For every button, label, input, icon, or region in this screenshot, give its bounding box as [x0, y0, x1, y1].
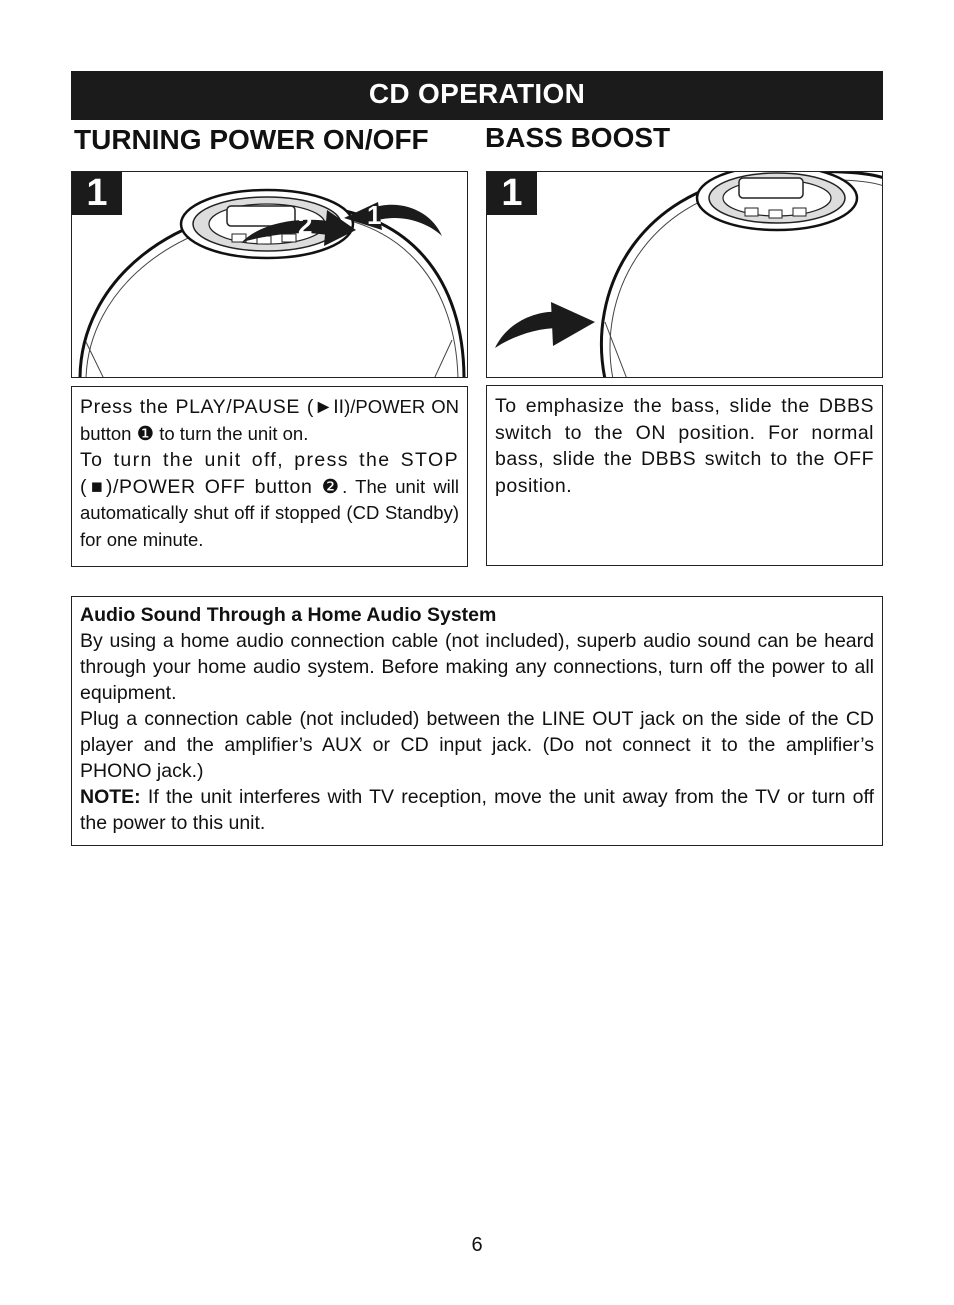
- text: Press the PLAY/PAUSE (: [80, 396, 314, 418]
- text: to turn the unit on.: [154, 422, 309, 444]
- callout-1-label: 1: [367, 200, 382, 230]
- note-text: If the unit interferes with TV reception, move the unit away from the TV or turn off the power to this unit.: [80, 786, 874, 834]
- audio-heading: Audio Sound Through a Home Audio System: [80, 604, 497, 626]
- text: . The unit will automatically shut off if stopped (CD Standby) for one minute.: [80, 475, 460, 550]
- bass-boost-title: BASS BOOST: [485, 122, 671, 153]
- bass-boost-illustration: [486, 171, 883, 378]
- text: )/POWER OFF button: [105, 475, 322, 498]
- power-illustration: [71, 171, 468, 378]
- turning-power-title: TURNING POWER ON/OFF: [74, 124, 429, 155]
- play-pause-symbol: ►II: [313, 396, 345, 418]
- cd-player-top-drawing: [72, 172, 468, 378]
- power-off-paragraph: [80, 447, 459, 553]
- audio-paragraph-2: Plug a connection cable (not included) between the LINE OUT jack on the side of the CD player and the amplifier’s AUX or CD input jack. (Do not connect it to the amplifier’s PHONO jack.): [80, 708, 874, 782]
- power-instructions: [71, 386, 468, 567]
- section-banner: CD OPERATION: [71, 71, 883, 120]
- bass-boost-paragraph: To emphasize the bass, slide the DBBS switch to the ON position. For normal bass, slide the DBBS switch to the OFF position.: [495, 395, 874, 497]
- step-number-badge: 1: [72, 172, 122, 215]
- cd-player-side-drawing: [487, 172, 883, 378]
- step-number-badge: 1: [487, 172, 537, 215]
- page-number: 6: [471, 1234, 483, 1256]
- stop-symbol: ■: [87, 475, 106, 498]
- power-on-paragraph: [80, 394, 459, 447]
- marker-2: ❷: [321, 475, 343, 498]
- note-label: NOTE:: [80, 786, 141, 808]
- audio-paragraph-1: By using a home audio connection cable (not included), superb audio sound can be heard through your home audio system. Before making any connections, turn off the power to all equipment.: [80, 630, 874, 704]
- marker-1: ❶: [136, 422, 155, 445]
- text: To turn the unit off, press the STOP (: [80, 449, 459, 498]
- text: )/POWER ON button: [80, 396, 459, 444]
- audio-system-box: [71, 596, 883, 846]
- callout-2-label: 2: [298, 210, 313, 240]
- bass-boost-instructions: [486, 385, 883, 566]
- audio-note: [80, 784, 874, 836]
